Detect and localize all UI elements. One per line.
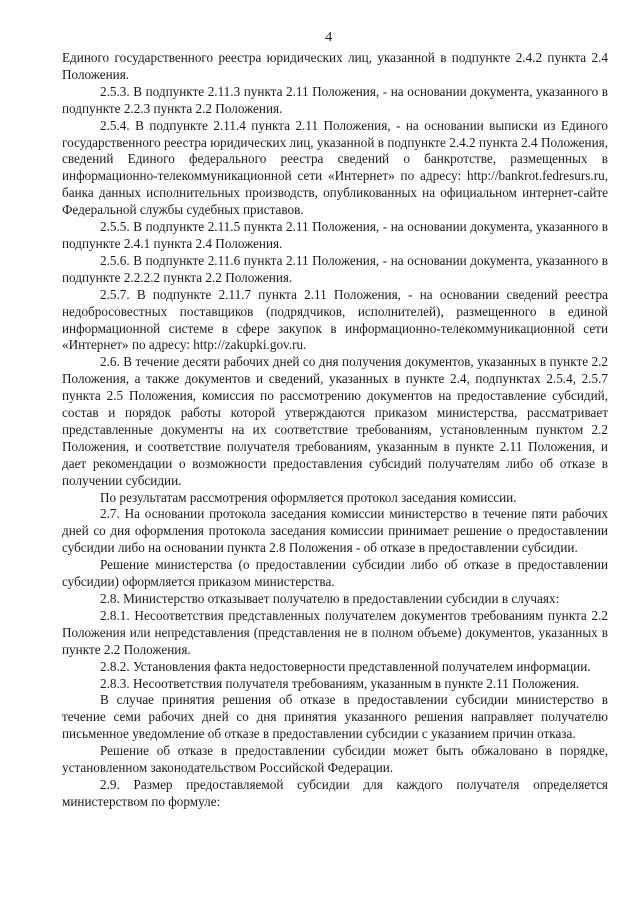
document-body xyxy=(62,50,608,811)
paragraph: 2.5.3. В подпункте 2.11.3 пункта 2.11 Положения, - на основании документа, указанного в подпункте 2.2.3 пункта 2.2 Положения. xyxy=(62,83,608,116)
paragraph: 2.9. Размер предоставляемой субсидии для каждого получателя определяется министерством по формуле: xyxy=(62,776,608,809)
paragraph: В случае принятия решения об отказе в предоставлении субсидии министерство в течение семи рабочих дней со дня принятия указанного решения направляет получателю письменное уведомление об отказе в предоставлении субсидии с указанием причин отказа. xyxy=(62,692,608,742)
paragraph: 2.6. В течение десяти рабочих дней со дня получения документов, указанных в пункте 2.2 Положения, а также документов и сведений, указанных в пункте 2.4, подпунктах 2.5.4, 2.5.7 пункта 2.5 Положения, комиссия по рассмотрению документов на предоставление субсидий, состав и порядок работы которой утверждаются приказом министерства, рассматривает представленные документы на их соответствие требованиям, установленным пунктом 2.2 Положения, и соответствие получателя требованиям, указанным в пункте 2.11 Положения, и дает рекомендации о возможности предоставления субсидий получателям либо об отказе в получении субсидии. xyxy=(62,354,608,488)
paragraph: 2.7. На основании протокола заседания комиссии министерство в течение пяти рабочих дней со дня оформления протокола заседания комиссии принимает решение о предоставлении субсидии либо на основании пункта 2.8 Положения - об отказе в предоставлении субсидии. xyxy=(62,506,608,556)
paragraph: 2.5.5. В подпункте 2.11.5 пункта 2.11 Положения, - на основании документа, указанного в подпункте 2.4.1 пункта 2.4 Положения. xyxy=(62,219,608,251)
paragraph: 2.8.2. Установления факта недостоверности представленной получателем информации. xyxy=(100,658,591,674)
paragraph: 2.5.4. В подпункте 2.11.4 пункта 2.11 Положения, - на основании выписки из Единого государственного реестра юридических лиц, указанной в подпункте 2.4.2 пункта 2.4 Положения, сведений Единого федерального реестра сведений о банкротстве, размещенных в информационно-телекоммуникационной сети «Интернет» по адресу: http://bankrot.fedresurs.ru, банка данных исполнительных производств, опубликованных на официальном интернет-сайте Федеральной службы судебных приставов. xyxy=(62,117,608,218)
paragraph: 2.8.1. Несоответствия представленных получателем документов требованиям пункта 2.2 Положения или непредставления (представления не в полном объеме) документов, указанных в пункте 2.2 Положения. xyxy=(62,607,608,657)
paragraph: 2.8. Министерство отказывает получателю в предоставлении субсидии в случаях: xyxy=(100,591,560,606)
paragraph: 2.5.7. В подпункте 2.11.7 пункта 2.11 Положения, - на основании сведений реестра недобросовестных поставщиков (подрядчиков, исполнителей), размещенного в единой информационной системе в сфере закупок в информационно-телекоммуникационной сети «Интернет» по адресу: http://zakupki.gov.ru. xyxy=(62,286,608,353)
paragraph: 2.5.6. В подпункте 2.11.6 пункта 2.11 Положения, - на основании документа, указанного в подпункте 2.2.2.2 пункта 2.2 Положения. xyxy=(62,252,608,285)
paragraph: По результатам рассмотрения оформляется протокол заседания комиссии. xyxy=(100,489,517,505)
paragraph: Решение министерства (о предоставлении субсидии либо об отказе в предоставлении субсидии) оформляется приказом министерства. xyxy=(62,557,608,590)
paragraph: 2.8.3. Несоответствия получателя требованиям, указанным в пункте 2.11 Положения. xyxy=(100,675,580,691)
page-number: 4 xyxy=(325,30,333,45)
paragraph: Решение об отказе в предоставлении субсидии может быть обжаловано в порядке, установленном законодательством Российской Федерации. xyxy=(62,743,608,776)
paragraph: Единого государственного реестра юридических лиц, указанной в подпункте 2.4.2 пункта 2.4 Положения. xyxy=(62,50,608,82)
